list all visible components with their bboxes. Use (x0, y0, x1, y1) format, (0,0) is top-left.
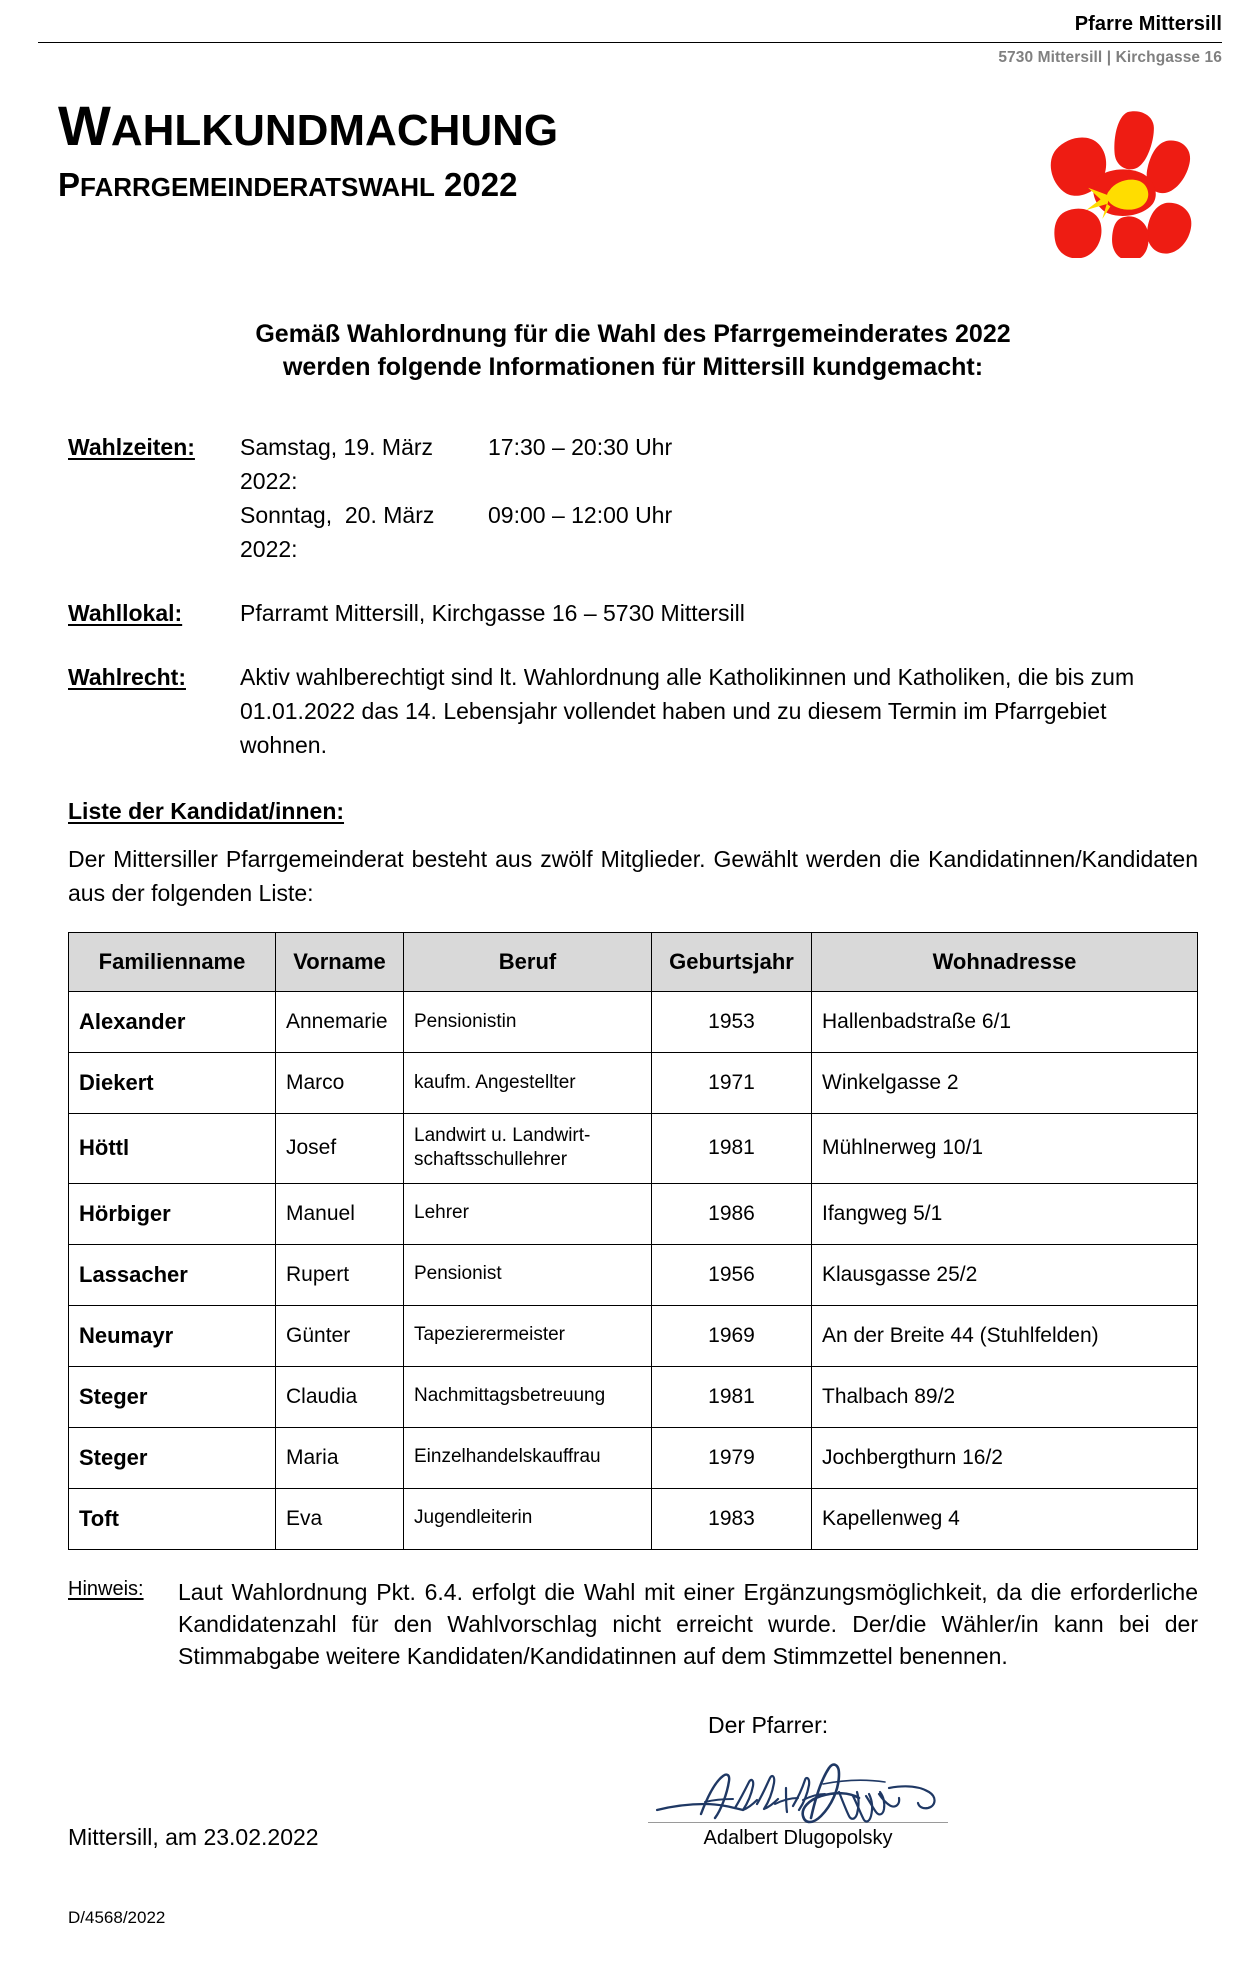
cell-vorname: Marco (276, 1052, 404, 1113)
wahlzeit-entry (240, 430, 1198, 498)
cell-wohnadresse: An der Breite 44 (Stuhlfelden) (812, 1305, 1198, 1366)
cell-familienname: Steger (69, 1366, 276, 1427)
cell-geburtsjahr: 1953 (652, 991, 812, 1052)
parish-name: Pfarre Mittersill (1074, 13, 1222, 35)
cell-wohnadresse: Kapellenweg 4 (812, 1488, 1198, 1549)
signature-caption: Der Pfarrer: (708, 1712, 829, 1739)
wahlrecht-label: Wahlrecht: (68, 664, 186, 691)
candidates-heading: Liste der Kandidat/innen: (68, 798, 345, 825)
cell-beruf: Einzelhandelskauffrau (404, 1427, 652, 1488)
signer-name: Adalbert Dlugopolsky (703, 1827, 893, 1850)
cell-familienname: Höttl (69, 1113, 276, 1183)
cell-familienname: Steger (69, 1427, 276, 1488)
cell-geburtsjahr: 1986 (652, 1183, 812, 1244)
cell-vorname: Eva (276, 1488, 404, 1549)
cell-familienname: Lassacher (69, 1244, 276, 1305)
cell-vorname: Günter (276, 1305, 404, 1366)
cell-familienname: Hörbiger (69, 1183, 276, 1244)
column-header-familienname: Familienname (69, 932, 276, 991)
hinweis-label: Hinweis: (68, 1577, 144, 1600)
masthead (58, 94, 1202, 248)
wahlzeiten-label: Wahlzeiten: (68, 434, 195, 460)
cell-geburtsjahr: 1969 (652, 1305, 812, 1366)
intro-line-2: werden folgende Informationen für Mittersill kundgemacht: (282, 353, 984, 381)
wahllokal-value: Pfarramt Mittersill, Kirchgasse 16 – 5730 Mittersill (240, 600, 745, 627)
cell-beruf: Lehrer (404, 1183, 652, 1244)
letterhead-divider (38, 42, 1222, 43)
table-row (69, 1427, 1198, 1488)
wahlzeit-day-date-2 (240, 498, 488, 566)
wahlzeit-day-date-1 (240, 430, 488, 498)
table-row (69, 991, 1198, 1052)
column-header-vorname: Vorname (276, 932, 404, 991)
signature-line (648, 1822, 948, 1823)
cell-vorname: Manuel (276, 1183, 404, 1244)
cell-familienname: Toft (69, 1488, 276, 1549)
wahlzeit-date-2: 20. März 2022: (240, 502, 435, 563)
column-header-beruf: Beruf (404, 932, 652, 991)
cell-beruf: Jugendleiterin (404, 1488, 652, 1549)
cell-beruf: kaufm. Angestellter (404, 1052, 652, 1113)
signature-area (68, 1712, 1198, 1928)
wahlzeit-day-2: Sonntag, (240, 502, 333, 529)
wahlrecht-value: Aktiv wahlberechtigt sind lt. Wahlordnung alle Katholikinnen und Katholiken, die bis zum 01.01.2022 das 14. Lebensjahr vollendet haben und zu diesem Termin im Pfarrgebiet wohnen. (240, 664, 1135, 759)
handwritten-signature-icon (653, 1754, 943, 1828)
intro-statement (68, 318, 1198, 384)
cell-beruf: Pensionist (404, 1244, 652, 1305)
wahlzeit-time-1: 17:30 – 20:30 Uhr (488, 434, 673, 460)
cell-beruf: Tapezierermeister (404, 1305, 652, 1366)
cell-geburtsjahr: 1981 (652, 1366, 812, 1427)
table-header-row (69, 932, 1198, 991)
section-wahlrecht (68, 660, 1198, 762)
table-row (69, 1052, 1198, 1113)
cell-vorname: Josef (276, 1113, 404, 1183)
section-hinweis (68, 1576, 1198, 1673)
cell-familienname: Diekert (69, 1052, 276, 1113)
parish-address: 5730 Mittersill | Kirchgasse 16 (998, 49, 1222, 66)
candidates-table-body (69, 991, 1198, 1549)
wahlzeit-day-1: Samstag, (240, 434, 338, 460)
cell-wohnadresse: Winkelgasse 2 (812, 1052, 1198, 1113)
cell-beruf: Nachmittagsbetreuung (404, 1366, 652, 1427)
cell-beruf: Pensionistin (404, 991, 652, 1052)
table-row (69, 1113, 1198, 1183)
wahlzeit-entry (240, 498, 1198, 566)
pfarrgemeinderatswahl-logo (1018, 98, 1208, 258)
wahlzeiten-values (240, 430, 1198, 566)
column-header-geburtsjahr: Geburtsjahr (652, 932, 812, 991)
column-header-wohnadresse: Wohnadresse (812, 932, 1198, 991)
wahlzeit-date-1: 19. März 2022: (240, 434, 434, 495)
cell-wohnadresse: Klausgasse 25/2 (812, 1244, 1198, 1305)
cell-geburtsjahr: 1981 (652, 1113, 812, 1183)
table-row (69, 1488, 1198, 1549)
cell-vorname: Claudia (276, 1366, 404, 1427)
subtitle-year (435, 166, 444, 203)
hinweis-text: Laut Wahlordnung Pkt. 6.4. erfolgt die Wahl mit einer Ergänzungsmöglichkeit, da die erforderliche Kandidatenzahl für den Wahlvorschlag nicht erreicht wurde. Der/die Wähler/in kann bei der Stimmabgabe weitere Kandidaten/Kandidatinnen auf dem Stimmzettel benennen. (178, 1578, 1198, 1669)
cell-wohnadresse: Hallenbadstraße 6/1 (812, 991, 1198, 1052)
title-rest: AHLKUNDMACHUNG (110, 106, 559, 155)
cell-beruf: Landwirt u. Landwirt-schaftsschullehrer (404, 1113, 652, 1183)
table-row (69, 1183, 1198, 1244)
cell-familienname: Alexander (69, 991, 276, 1052)
section-wahllokal (68, 596, 1198, 630)
place-and-date: Mittersill, am 23.02.2022 (68, 1824, 319, 1851)
wahlzeit-time-2: 09:00 – 12:00 Uhr (488, 502, 673, 529)
cell-geburtsjahr: 1983 (652, 1488, 812, 1549)
table-row (69, 1366, 1198, 1427)
subtitle-year-value: 2022 (444, 166, 518, 203)
logo-flower-icon (1018, 98, 1208, 258)
cell-vorname: Rupert (276, 1244, 404, 1305)
document-reference: D/4568/2022 (68, 1908, 166, 1928)
cell-geburtsjahr: 1956 (652, 1244, 812, 1305)
title-initial: W (58, 94, 111, 157)
table-row (69, 1305, 1198, 1366)
signature-block (648, 1754, 948, 1850)
candidates-table (68, 932, 1198, 1550)
candidates-intro: Der Mittersiller Pfarrgemeinderat besteht aus zwölf Mitglieder. Gewählt werden die Kandidatinnen/Kandidaten aus der folgenden Liste: (68, 846, 1198, 906)
subtitle-rest: FARRGEMEINDERATSWAHL (80, 172, 435, 202)
cell-geburtsjahr: 1979 (652, 1427, 812, 1488)
cell-wohnadresse: Thalbach 89/2 (812, 1366, 1198, 1427)
cell-wohnadresse: Ifangweg 5/1 (812, 1183, 1198, 1244)
intro-line-1: Gemäß Wahlordnung für die Wahl des Pfarrgemeinderates 2022 (255, 320, 1011, 348)
document-body (68, 318, 1198, 1928)
table-row (69, 1244, 1198, 1305)
letterhead (0, 0, 1260, 67)
cell-wohnadresse: Mühlnerweg 10/1 (812, 1113, 1198, 1183)
subtitle-initial: P (58, 166, 81, 203)
cell-vorname: Annemarie (276, 991, 404, 1052)
section-wahlzeiten (68, 430, 1198, 566)
cell-wohnadresse: Jochbergthurn 16/2 (812, 1427, 1198, 1488)
cell-vorname: Maria (276, 1427, 404, 1488)
cell-familienname: Neumayr (69, 1305, 276, 1366)
wahllokal-label: Wahllokal: (68, 600, 183, 627)
cell-geburtsjahr: 1971 (652, 1052, 812, 1113)
